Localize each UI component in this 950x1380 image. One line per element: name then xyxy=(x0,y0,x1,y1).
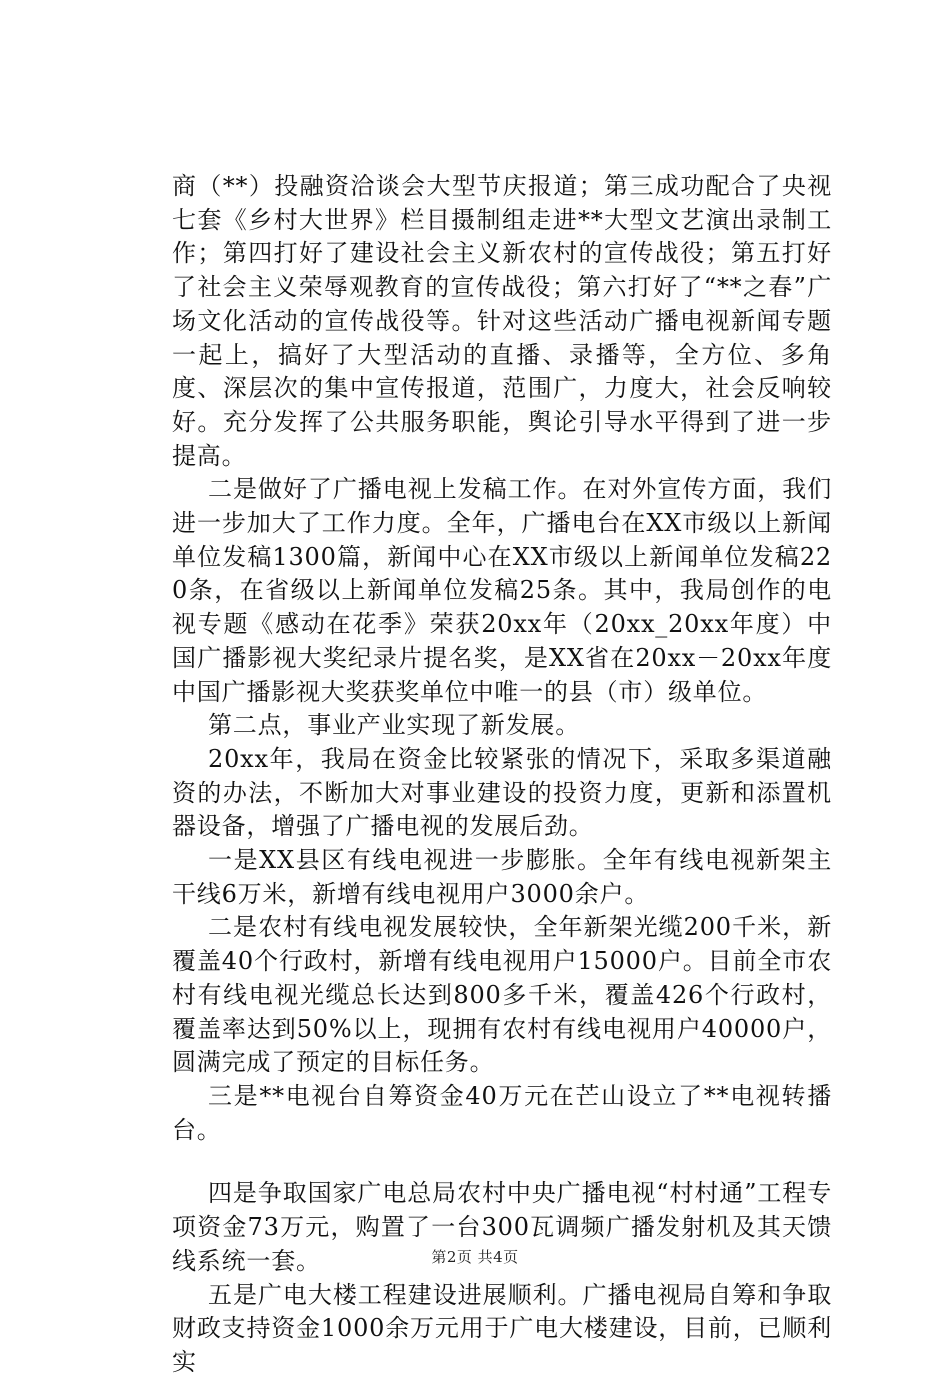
paragraph-funding-overview: 20xx年，我局在资金比较紧张的情况下，采取多渠道融资的办法，不断加大对事业建设的投资力度，更新和添置机器设备，增强了广播电视的发展后劲。 xyxy=(172,744,832,841)
paragraph-section-heading: 第二点，事业产业实现了新发展。 xyxy=(208,711,580,740)
paragraph-relay-station: 三是**电视台自筹资金40万元在芒山设立了**电视转播台。 xyxy=(172,1081,832,1144)
paragraph-external-publicity: 二是做好了广播电视上发稿工作。在对外宣传方面，我们进一步加大了工作力度。全年，广播电台在XX市级以上新闻单位发稿1300篇，新闻中心在XX市级以上新闻单位发稿220条，在省级以上新闻单位发稿25条。其中，我局创作的电视专题《感动在花季》荣获20xx年（20xx_20xx年度）中国广播影视大奖纪录片提名奖，是XX省在20xx－20xx年度中国广播影视大奖获奖单位中唯一的县（市）级单位。 xyxy=(172,475,832,706)
paragraph-village-project: 四是争取国家广电总局农村中央广播电视“村村通”工程专项资金73万元，购置了一台300瓦调频广播发射机及其天馈线系统一套。 xyxy=(172,1179,832,1275)
paragraph-continuation: 商（**）投融资洽谈会大型节庆报道；第三成功配合了央视七套《乡村大世界》栏目摄制组走进**大型文艺演出录制工作；第四打好了建设社会主义新农村的宣传战役；第五打好了社会主义荣辱观教育的宣传战役；第六打好了“**之春”广场文化活动的宣传战役等。针对这些活动广播电视新闻专题一起上，搞好了大型活动的直播、录播等，全方位、多角度、深层次的集中宣传报道，范围广，力度大，社会反响较好。充分发挥了公共服务职能，舆论引导水平得到了进一步提高。 xyxy=(172,172,832,470)
paragraph-county-cable: 一是XX县区有线电视进一步膨胀。全年有线电视新架主干线6万米，新增有线电视用户3000余户。 xyxy=(172,846,832,908)
paragraph-building-project: 五是广电大楼工程建设进展顺利。广播电视局自筹和争取财政支持资金1000余万元用于广电大楼建设，目前，已顺利实 xyxy=(172,1280,832,1376)
paragraph-rural-cable: 二是农村有线电视发展较快，全年新架光缆200千米，新覆盖40个行政村，新增有线电视用户15000户。目前全市农村有线电视光缆总长达到800多千米，覆盖426个行政村，覆盖率达到50%以上，现拥有农村有线电视用户40000户，圆满完成了预定的目标任务。 xyxy=(172,913,832,1077)
document-body xyxy=(172,170,832,1380)
page-footer: 第2页 共4页 xyxy=(431,1248,519,1266)
